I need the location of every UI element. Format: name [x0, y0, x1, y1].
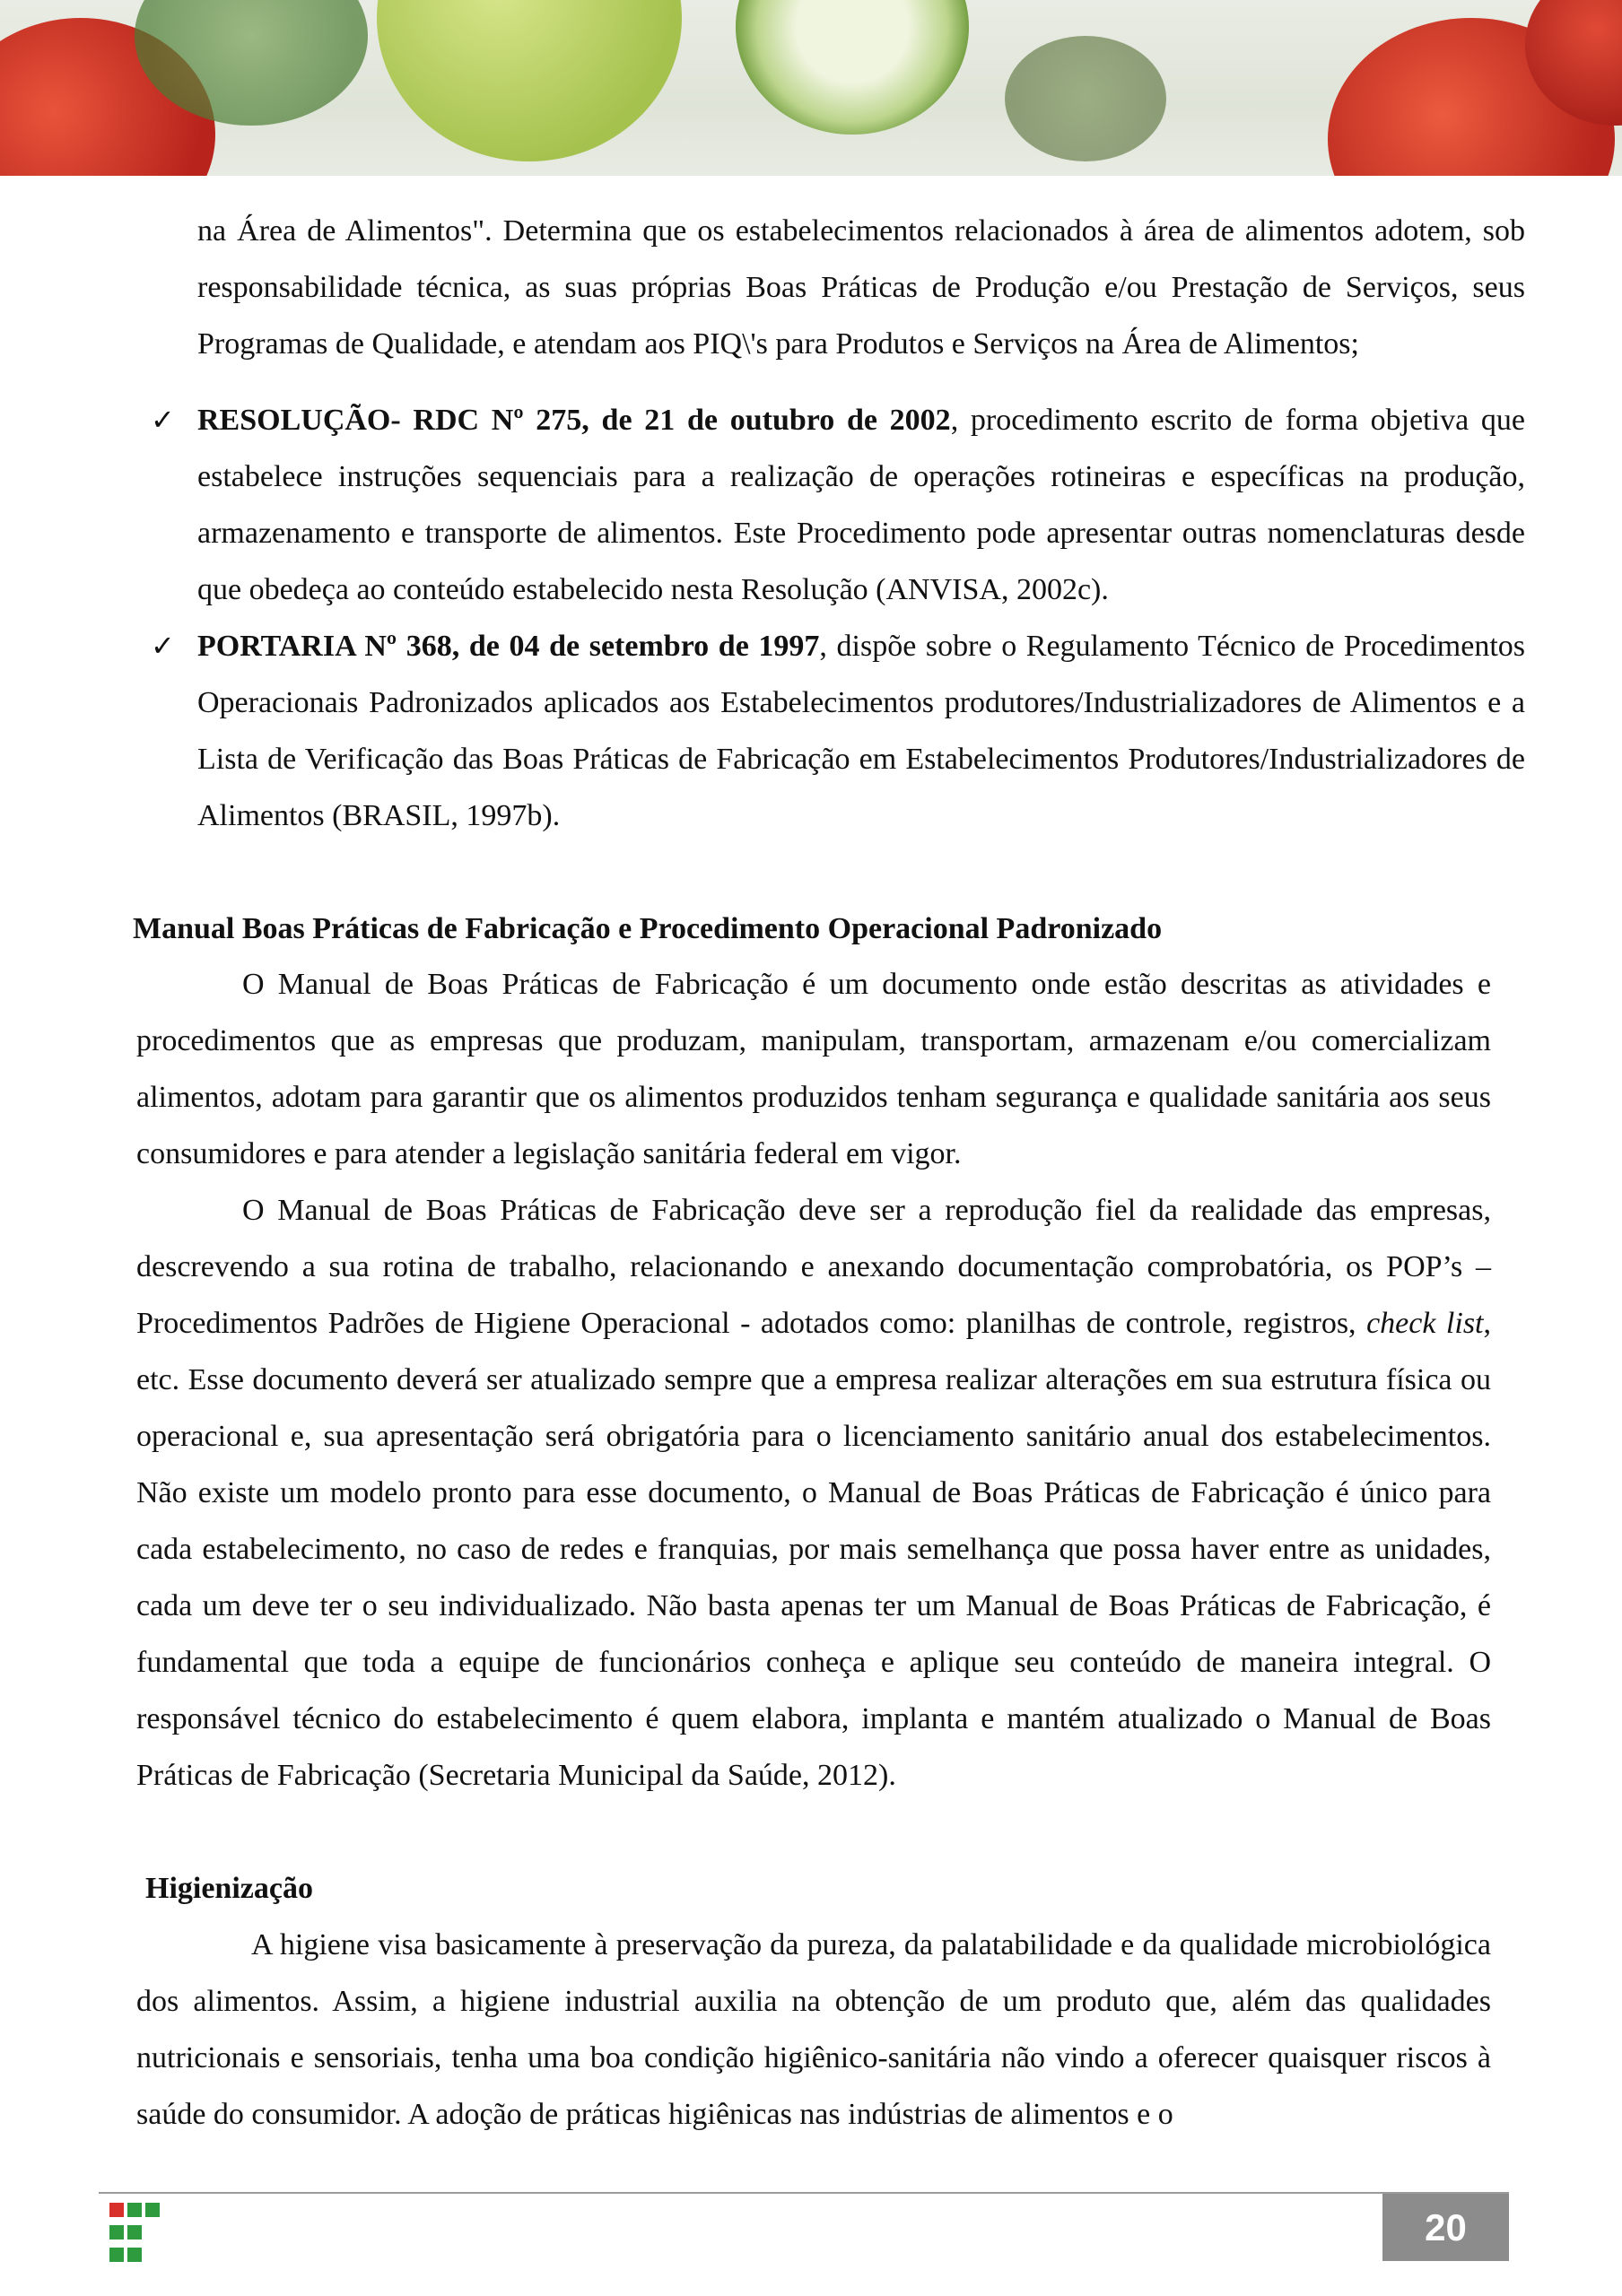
paragraph-text: O Manual de Boas Práticas de Fabricação deve ser a reprodução fiel da realidade das empresas, descrevendo a sua rotina de trabalho, relacionando e anexando documentação comprobatória, os POP’s – Procedimentos Padrões de Higiene Operacional - adotados como: planilhas de controle, registros,	[136, 1194, 1491, 1340]
paragraph-manual-2	[136, 1182, 1491, 1804]
footer-divider	[99, 2192, 1509, 2194]
bullet-rdc-275	[197, 392, 1525, 618]
paragraph-continued: na Área de Alimentos". Determina que os estabelecimentos relacionados à área de alimentos adotem, sob responsabilidade técnica, as suas próprias Boas Práticas de Produção e/ou Prestação de Serviços, seus Programas de Qualidade, e atendam aos PIQ\'s para Produtos e Serviços na Área de Alimentos;	[197, 214, 1525, 361]
green-fruit	[377, 0, 682, 161]
bullet-text: , procedimento escrito de forma objetiva que estabelece instruções sequenciais para a realização de operações rotineiras e específicas na produção, armazenamento e transporte de alimentos. Este Procedimento pode apresentar outras nomenclaturas desde que obedeça ao conteúdo estabelecido nesta Resolução (ANVISA, 2002c).	[197, 404, 1525, 606]
bullet-title: PORTARIA Nº 368, de 04 de setembro de 1997	[197, 630, 820, 663]
bullet-text: , dispõe sobre o Regulamento Técnico de Procedimentos Operacionais Padronizados aplicados aos Estabelecimentos produtores/Industrializadores de Alimentos e a Lista de Verificação das Boas Práticas de Fabricação em Estabelecimentos Produtores/Industrializadores de Alimentos (BRASIL, 1997b).	[197, 630, 1525, 832]
page-number: 20	[1382, 2194, 1509, 2261]
cucumber-slice	[736, 0, 969, 135]
header-banner-image	[0, 0, 1622, 176]
paragraph-manual-1: O Manual de Boas Práticas de Fabricação é um documento onde estão descritas as atividades e procedimentos que as empresas que produzam, manipulam, transportam, armazenam e/ou comercializam alimentos, adotam para garantir que os alimentos produzidos tenham segurança e qualidade sanitária aos seus consumidores e para atender a legislação sanitária federal em vigor.	[136, 968, 1491, 1170]
herbs	[1005, 36, 1166, 161]
institute-logo-icon	[109, 2203, 160, 2262]
paragraph-higienizacao-1: A higiene visa basicamente à preservação da pureza, da palatabilidade e da qualidade microbiológica dos alimentos. Assim, a higiene industrial auxilia na obtenção de um produto que, além das qualidades nutricionais e sensoriais, tenha uma boa condição higiênico-sanitária não vindo a oferecer quaisquer riscos à saúde do consumidor. A adoção de práticas higiênicas nas indústrias de alimentos e o	[136, 1928, 1491, 2131]
paragraph-text: , etc. Esse documento deverá ser atualizado sempre que a empresa realizar alterações em sua estrutura física ou operacional e, sua apresentação será obrigatória para o licenciamento sanitário anual dos estabelecimentos. Não existe um modelo pronto para esse documento, o Manual de Boas Práticas de Fabricação é único para cada estabelecimento, no caso de redes e franquias, por mais semelhança que possa haver entre as unidades, cada um deve ter o seu individualizado. Não basta apenas ter um Manual de Boas Práticas de Fabricação, é fundamental que toda a equipe de funcionários conheça e aplique seu conteúdo de maneira integral. O responsável técnico do estabelecimento é quem elabora, implanta e mantém atualizado o Manual de Boas Práticas de Fabricação (Secretaria Municipal da Saúde, 2012).	[136, 1307, 1491, 1792]
check-icon: ✓	[151, 403, 175, 437]
bullet-title: RESOLUÇÃO- RDC Nº 275, de 21 de outubro de 2002	[197, 404, 951, 437]
bullet-portaria-368	[197, 618, 1525, 844]
italic-term: check list	[1366, 1307, 1484, 1340]
check-icon: ✓	[151, 629, 175, 663]
section-heading-manual-bpf: Manual Boas Práticas de Fabricação e Procedimento Operacional Padronizado	[133, 912, 1163, 945]
section-heading-higienizacao: Higienização	[145, 1872, 313, 1905]
